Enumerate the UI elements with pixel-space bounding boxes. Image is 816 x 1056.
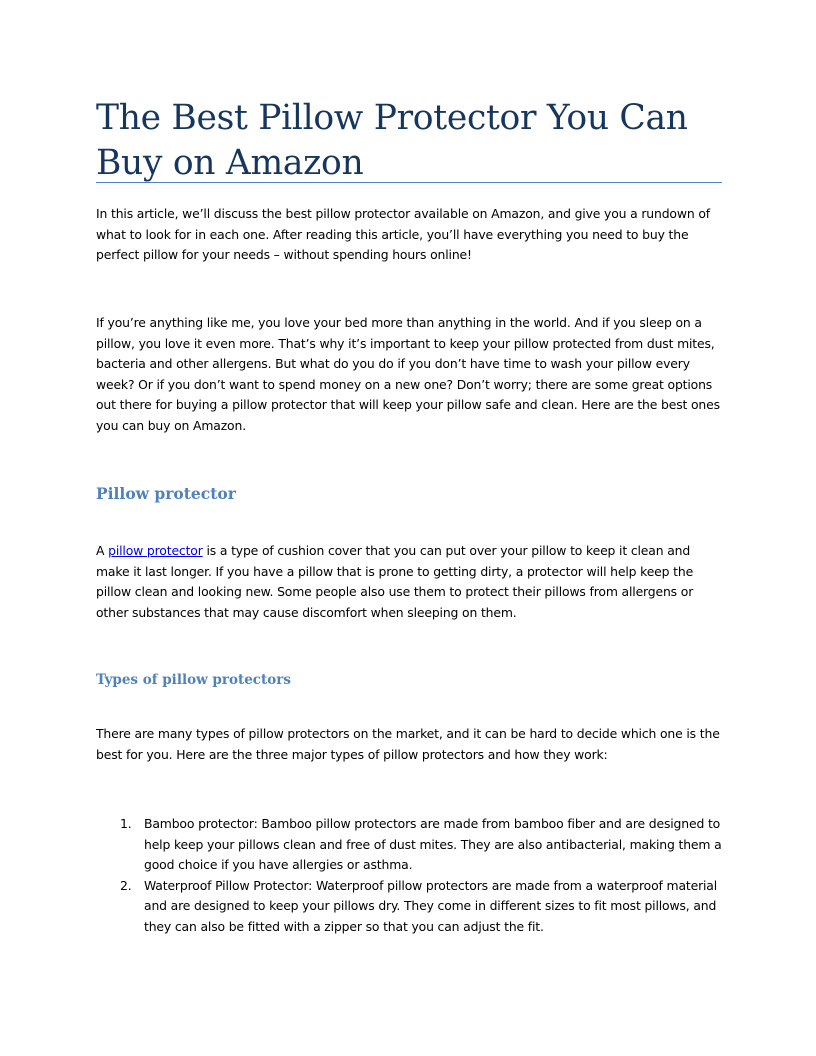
body-paragraph-3: [96, 541, 726, 623]
protector-types-list: [96, 814, 726, 938]
para3-rest: is a type of cushion cover that you can put over your pillow to keep it clean and make it last longer. If you have a pillow that is prone to getting dirty, a protector will help keep the pillow clean and looking new. Some people also use them to protect their pillows from allergens or other substances that may cause discomfort when sleeping on them.: [96, 543, 694, 620]
body-paragraph-2: If you’re anything like me, you love your bed more than anything in the world. And if you sleep on a pillow, you love it even more. That’s why it’s important to keep your pillow protected from dust mites, bacteria and other allergens. But what do you do if you don’t have time to wash your pillow every week? Or if you don’t want to spend money on a new one? Don’t worry; there are some great options out there for buying a pillow protector that will keep your pillow safe and clean. Here are the best ones you can buy on Amazon.: [96, 315, 720, 433]
para3-prefix: A: [96, 543, 109, 558]
heading-types-of-pillow-protectors: Types of pillow protectors: [96, 672, 291, 688]
pillow-protector-link[interactable]: pillow protector: [108, 543, 203, 558]
list-item-text: Waterproof Pillow Protector: Waterproof pillow protectors are made from a waterproof material and are designed to keep your pillows dry. They come in different sizes to fit most pillows, and they can also be fitted with a zipper so that you can adjust the fit.: [144, 877, 718, 934]
list-item-text: Bamboo protector: Bamboo pillow protectors are made from bamboo fiber and are designed to help keep your pillows clean and free of dust mites. They are also antibacterial, making them a good choice if you have allergies or asthma.: [144, 816, 722, 873]
intro-paragraph: In this article, we’ll discuss the best pillow protector available on Amazon, and give you a rundown of what to look for in each one. After reading this article, you’ll have everything you need to buy the perfect pillow for your needs – without spending hours online!: [96, 206, 710, 263]
title-underline: [96, 182, 722, 183]
heading-pillow-protector: Pillow protector: [96, 484, 236, 503]
document-title: The Best Pillow Protector You Can Buy on Amazon: [96, 98, 688, 183]
list-item-number: 1.: [120, 816, 132, 831]
body-paragraph-4: There are many types of pillow protectors on the market, and it can be hard to decide which one is the best for you. Here are the three major types of pillow protectors and how they work:: [96, 726, 720, 762]
list-item: [96, 814, 726, 876]
list-item: [96, 876, 726, 938]
list-item-number: 2.: [120, 877, 132, 893]
